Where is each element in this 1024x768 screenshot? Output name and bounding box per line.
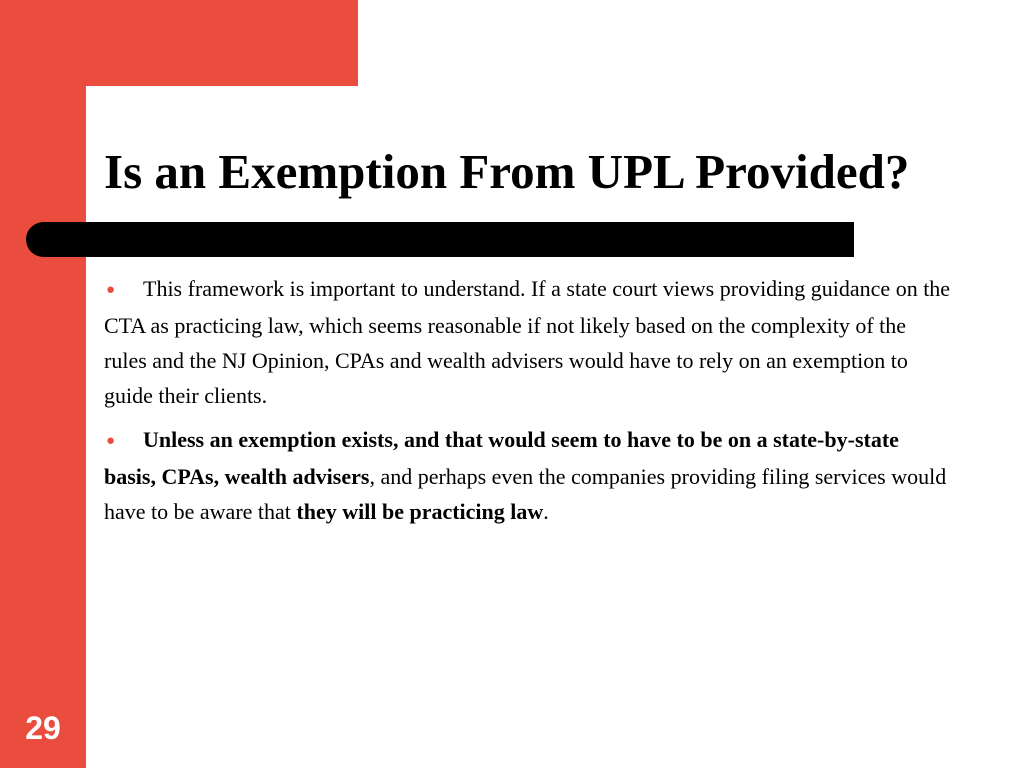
bullet-icon: ● — [106, 433, 116, 449]
red-side-band — [0, 0, 86, 768]
bullet-1-text: This framework is important to understand. If a state court views providing guidance on the CTA as practicing law, which seems reasonable if not likely based on the complexity of the rules and the NJ Opinion, CPAs and wealth advisers would have to rely on an exemption to guide their clients. — [104, 276, 951, 408]
bullet-2-bold-lead: Unless an exemption exists, and that would seem to have to be on a state-by-state basis, CPAs, wealth advisers — [104, 427, 899, 489]
bullet-2-text: , and perhaps even the companies providing filing services would have to be aware that — [104, 464, 947, 524]
title-underline-bar — [26, 222, 854, 257]
bullet-icon: ● — [106, 282, 116, 298]
page-number: 29 — [25, 710, 61, 746]
bullet-item-1 — [104, 271, 954, 413]
bullet-item-2 — [104, 422, 954, 529]
slide-title: Is an Exemption From UPL Provided? — [104, 144, 910, 199]
red-top-band — [0, 0, 358, 86]
bullet-2-end: . — [543, 499, 549, 524]
bullet-2-bold-emphasis: they will be practicing law — [296, 499, 544, 524]
slide-body — [104, 271, 954, 538]
